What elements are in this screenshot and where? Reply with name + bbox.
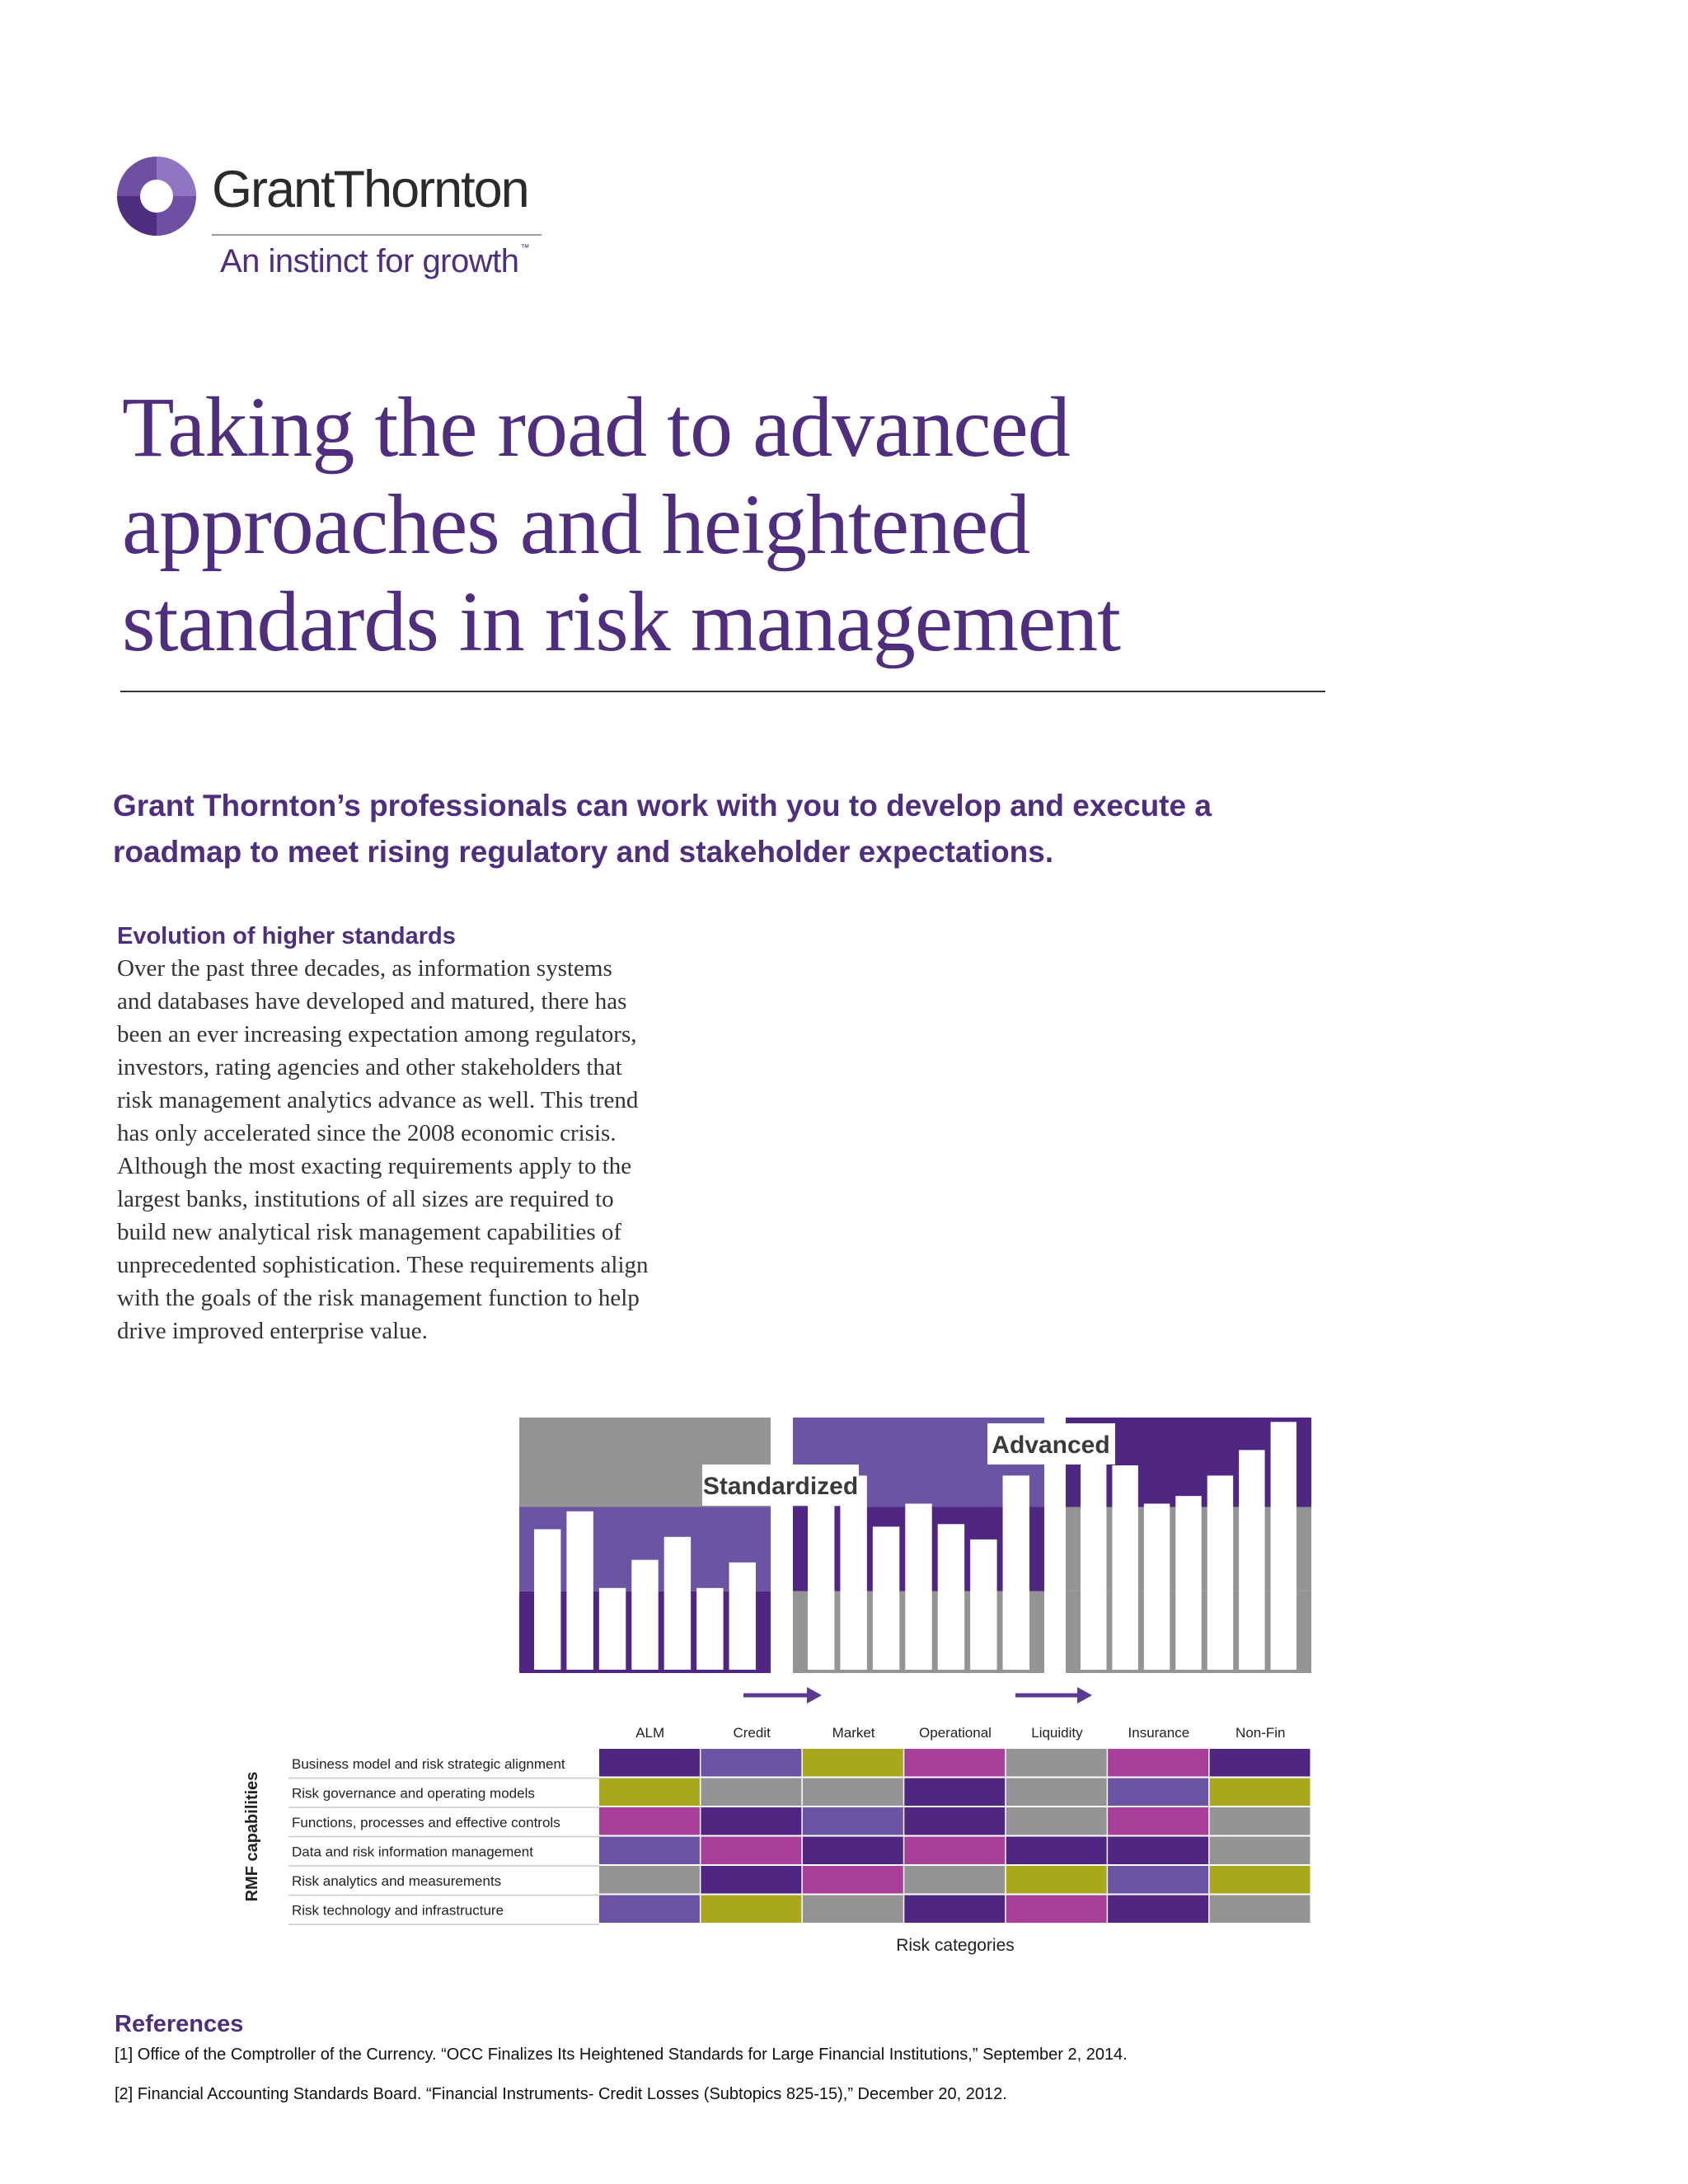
title-line: Taking the road to advanced [122, 380, 1070, 475]
maturity-bar [1112, 1465, 1137, 1670]
maturity-bar [905, 1504, 931, 1671]
maturity-bar [631, 1560, 658, 1670]
matrix-cell [803, 1749, 903, 1777]
maturity-bar [1239, 1450, 1264, 1670]
logo-divider [212, 234, 542, 236]
maturity-bar [1271, 1422, 1296, 1670]
matrix-cell [1108, 1866, 1208, 1894]
matrix-cell [1108, 1807, 1208, 1835]
maturity-bar [808, 1493, 834, 1670]
matrix-cell [904, 1807, 1005, 1835]
x-axis-label: Risk categories [896, 1936, 1015, 1955]
matrix-cell [701, 1779, 801, 1807]
y-axis-label: RMF capabilities [243, 1771, 261, 1902]
matrix-cell [1210, 1866, 1311, 1894]
maturity-bar [970, 1540, 996, 1670]
rmf-figure-graphic [239, 1413, 1327, 1957]
advanced-label [987, 1423, 1115, 1465]
body-line: been an ever increasing expectation among regulators, [117, 1021, 637, 1047]
maturity-bar [1081, 1460, 1106, 1670]
arrow-head [807, 1687, 822, 1704]
matrix-cell [1006, 1807, 1107, 1835]
body-line: with the goals of the risk management function to help [117, 1285, 640, 1311]
matrix-cell [599, 1896, 700, 1924]
matrix-cell [803, 1837, 903, 1865]
rmf-capability-label: Risk technology and infrastructure [292, 1902, 504, 1919]
rmf-capability-label: Business model and risk strategic alignment [292, 1756, 565, 1772]
section-body [117, 952, 694, 1347]
rmf-capability-label: Risk governance and operating models [292, 1785, 535, 1802]
matrix-cell [1108, 1837, 1208, 1865]
reference-item: [1] Office of the Comptroller of the Currency. “OCC Finalizes Its Heightened Standards for Large Financial Institutions,” September 2, 2014. [115, 2046, 1128, 2064]
body-line: largest banks, institutions of all sizes are required to [117, 1186, 614, 1212]
maturity-bar [1175, 1496, 1201, 1670]
logo-mark-icon [115, 155, 198, 237]
maturity-bar [696, 1588, 723, 1670]
standardized-label [702, 1465, 859, 1506]
matrix-cell [1108, 1749, 1208, 1777]
risk-category-label: ALM [635, 1725, 665, 1741]
maturity-bar [534, 1530, 560, 1671]
matrix-cell [599, 1807, 700, 1835]
page-title [122, 379, 1193, 671]
risk-category-label: Market [832, 1725, 875, 1741]
grant-thornton-logo [115, 155, 560, 295]
matrix-cell [701, 1837, 801, 1865]
maturity-stages [519, 1418, 1311, 1673]
reference-item: [2] Financial Accounting Standards Board. “Financial Instruments- Credit Losses (Subtopics 825-15),” December 20, 2012. [115, 2085, 1007, 2103]
matrix-cell [1210, 1807, 1311, 1835]
body-line: investors, rating agencies and other stakeholders that [117, 1054, 622, 1080]
rmf-capability-label: Risk analytics and measurements [292, 1873, 502, 1889]
matrix-cell [803, 1779, 903, 1807]
matrix-cell [1210, 1749, 1311, 1777]
matrix-cell [1210, 1837, 1311, 1865]
matrix-cell [701, 1896, 801, 1924]
logo-wordmark: GrantThornton [212, 161, 528, 218]
body-line: drive improved enterprise value. [117, 1318, 428, 1344]
matrix-cell [1006, 1896, 1107, 1924]
advanced-label-text: Advanced [992, 1432, 1110, 1459]
trademark-symbol: ™ [520, 243, 529, 253]
references-heading: References [115, 2011, 244, 2037]
maturity-bar [1003, 1475, 1029, 1670]
title-line: approaches and heightened [122, 477, 1030, 572]
body-line: Although the most exacting requirements apply to the [117, 1153, 632, 1179]
maturity-bar [1207, 1475, 1233, 1670]
standardized-label-text: Standardized [702, 1473, 859, 1500]
logo-tagline [220, 243, 529, 280]
risk-category-label: Credit [733, 1725, 771, 1741]
matrix-cell [599, 1837, 700, 1865]
rmf-evolution-figure [239, 1413, 1327, 1957]
progression-arrows [743, 1687, 1092, 1704]
capability-matrix [243, 1725, 1311, 1955]
matrix-cell [904, 1779, 1005, 1807]
maturity-bar [729, 1563, 756, 1670]
arrow-head [1077, 1687, 1092, 1704]
matrix-cell [1006, 1866, 1107, 1894]
title-line: standards in risk management [122, 574, 1121, 669]
body-line: and databases have developed and matured, there has [117, 988, 627, 1015]
matrix-cell [904, 1896, 1005, 1924]
matrix-cell [904, 1749, 1005, 1777]
matrix-cell [701, 1749, 801, 1777]
section-heading: Evolution of higher standards [117, 923, 456, 949]
risk-category-label: Liquidity [1031, 1725, 1083, 1741]
title-divider [120, 691, 1325, 692]
logo-tagline-text: An instinct for growth [220, 243, 519, 279]
matrix-cell [599, 1779, 700, 1807]
maturity-bar [599, 1588, 626, 1670]
matrix-cell [904, 1837, 1005, 1865]
subtitle-line: Grant Thornton’s professionals can work with you to develop and execute a [113, 789, 1212, 823]
rmf-capability-label: Functions, processes and effective controls [292, 1815, 560, 1830]
matrix-cell [599, 1749, 700, 1777]
matrix-cell [1210, 1896, 1311, 1924]
risk-category-label: Operational [919, 1725, 992, 1741]
body-line: build new analytical risk management capabilities of [117, 1219, 622, 1245]
matrix-cell [803, 1807, 903, 1835]
risk-category-label: Non-Fin [1236, 1725, 1286, 1741]
risk-category-label: Insurance [1128, 1725, 1190, 1741]
matrix-cell [1108, 1779, 1208, 1807]
body-line: risk management analytics advance as well. This trend [117, 1087, 639, 1113]
maturity-bar [873, 1526, 899, 1670]
maturity-bar [664, 1537, 691, 1670]
matrix-cell [701, 1807, 801, 1835]
subtitle [113, 783, 1399, 875]
matrix-cell [1006, 1779, 1107, 1807]
rmf-capability-label: Data and risk information management [292, 1844, 533, 1860]
maturity-bar [938, 1524, 964, 1670]
matrix-cell [803, 1866, 903, 1894]
body-line: Over the past three decades, as information systems [117, 955, 612, 982]
matrix-cell [701, 1866, 801, 1894]
matrix-cell [904, 1866, 1005, 1894]
maturity-bar [566, 1511, 593, 1670]
matrix-cell [1108, 1896, 1208, 1924]
body-line: unprecedented sophistication. These requirements align [117, 1252, 649, 1278]
matrix-cell [803, 1896, 903, 1924]
subtitle-line: roadmap to meet rising regulatory and stakeholder expectations. [113, 835, 1054, 869]
body-line: has only accelerated since the 2008 economic crisis. [117, 1120, 617, 1146]
matrix-cell [1006, 1837, 1107, 1865]
matrix-cell [599, 1866, 700, 1894]
matrix-cell [1006, 1749, 1107, 1777]
maturity-bar [1144, 1504, 1170, 1671]
matrix-cell [1210, 1779, 1311, 1807]
